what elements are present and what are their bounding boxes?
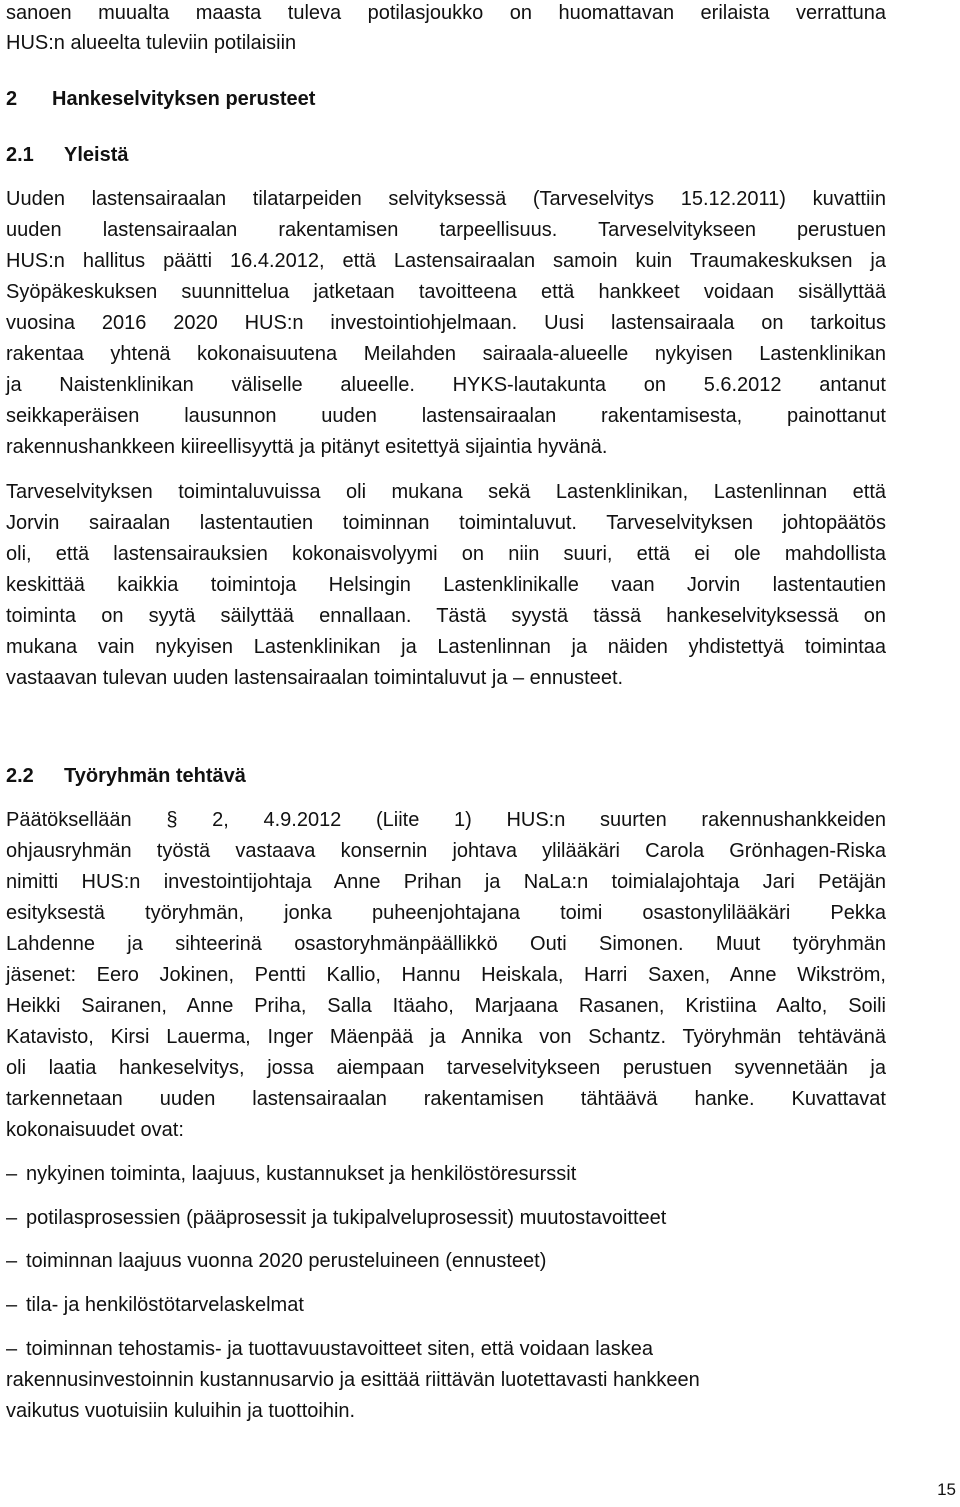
heading-number: 2 xyxy=(6,88,18,110)
body-text-line: vuosina 2016 2020 HUS:n investointiohjelmaan. Uusi lastensairaala on tarkoitus xyxy=(6,312,886,334)
body-text-line: oli, että lastensairauksien kokonaisvolyymi on niin suuri, että ei ole mahdollista xyxy=(6,543,886,565)
body-text-line: mukana vain nykyisen Lastenklinikan ja Lastenlinnan ja näiden yhdistettyä toimintaa xyxy=(6,636,886,658)
list-item-text: potilasprosessien (pääprosessit ja tukipalveluprosessit) muutostavoitteet xyxy=(26,1207,667,1229)
heading-title: Hankeselvityksen perusteet xyxy=(52,88,316,110)
body-text-line: esityksestä työryhmän, jonka puheenjohtajana toimi osastonylilääkäri Pekka xyxy=(6,902,886,924)
body-text-line: Jorvin sairaalan lastentautien toiminnan toimintaluvut. Tarveselvityksen johtopäätös xyxy=(6,512,886,534)
subsection-heading xyxy=(6,764,246,788)
list-item-text: tila- ja henkilöstötarvelaskelmat xyxy=(26,1294,304,1316)
body-text-line: tarkennetaan uuden lastensairaalan rakentamisen tähtäävä hanke. Kuvattavat xyxy=(6,1088,886,1110)
heading-title: Yleistä xyxy=(64,144,129,166)
dash-bullet: – xyxy=(6,1338,18,1360)
list-item xyxy=(6,1206,666,1230)
body-text-line: toiminta on syytä säilyttää ennallaan. Tästä syystä tässä hankeselvityksessä on xyxy=(6,605,886,627)
list-item xyxy=(6,1337,653,1361)
heading-number: 2.1 xyxy=(6,144,34,166)
body-text-line: Uuden lastensairaalan tilatarpeiden selvityksessä (Tarveselvitys 15.12.2011) kuvattiin xyxy=(6,188,886,210)
list-item-text: toiminnan laajuus vuonna 2020 perusteluineen (ennusteet) xyxy=(26,1250,547,1272)
list-item xyxy=(6,1162,576,1186)
list-item xyxy=(6,1249,546,1273)
body-text-line: kokonaisuudet ovat: xyxy=(6,1119,184,1141)
body-text-line: HUS:n hallitus päätti 16.4.2012, että Lastensairaalan samoin kuin Traumakeskuksen ja xyxy=(6,250,886,272)
body-text-line: Lahdenne ja sihteerinä osastoryhmänpäällikkö Outi Simonen. Muut työryhmän xyxy=(6,933,886,955)
body-text-line: uuden lastensairaalan rakentamisen tarpeellisuus. Tarveselvitykseen perustuen xyxy=(6,219,886,241)
subsection-heading xyxy=(6,143,128,167)
body-text-line: Syöpäkeskuksen suunnittelua jatketaan tavoitteena että hankkeet voidaan sisällyttää xyxy=(6,281,886,303)
dash-bullet: – xyxy=(6,1163,18,1185)
list-item-continuation: rakennusinvestoinnin kustannusarvio ja esittää riittävän luotettavasti hankkeen xyxy=(6,1369,700,1391)
body-text-line: jäsenet: Eero Jokinen, Pentti Kallio, Hannu Heiskala, Harri Saxen, Anne Wikström, xyxy=(6,964,886,986)
body-text-line: Katavisto, Kirsi Lauerma, Inger Mäenpää ja Annika von Schantz. Työryhmän tehtävänä xyxy=(6,1026,886,1048)
page-number: 15 xyxy=(937,1480,956,1499)
body-text-line: Tarveselvityksen toimintaluvuissa oli mukana sekä Lastenklinikan, Lastenlinnan että xyxy=(6,481,886,503)
dash-bullet: – xyxy=(6,1294,18,1316)
body-text-line: HUS:n alueelta tuleviin potilaisiin xyxy=(6,32,297,54)
body-text-line: rakentaa yhtenä kokonaisuutena Meilahden sairaala-alueelle nykyisen Lastenklinikan xyxy=(6,343,886,365)
list-item-text: toiminnan tehostamis- ja tuottavuustavoitteet siten, että voidaan laskea xyxy=(26,1338,654,1360)
section-heading xyxy=(6,87,315,111)
heading-title: Työryhmän tehtävä xyxy=(64,765,246,787)
list-item xyxy=(6,1293,304,1317)
body-text-line: seikkaperäisen lausunnon uuden lastensairaalan rakentamisesta, painottanut xyxy=(6,405,886,427)
body-text-line: Päätöksellään § 2, 4.9.2012 (Liite 1) HUS:n suurten rakennushankkeiden xyxy=(6,809,886,831)
body-text-line: Heikki Sairanen, Anne Priha, Salla Itäaho, Marjaana Rasanen, Kristiina Aalto, Soili xyxy=(6,995,886,1017)
body-text-line: ja Naistenklinikan väliselle alueelle. HYKS-lautakunta on 5.6.2012 antanut xyxy=(6,374,886,396)
body-text-line: rakennushankkeen kiireellisyyttä ja pitänyt esitettyä sijaintia hyvänä. xyxy=(6,436,608,458)
body-text-line: sanoen muualta maasta tuleva potilasjoukko on huomattavan erilaista verrattuna xyxy=(6,2,886,24)
body-text-line: oli laatia hankeselvitys, jossa aiempaan tarveselvitykseen perustuen syvennetään ja xyxy=(6,1057,886,1079)
list-item-continuation: vaikutus vuotuisiin kuluihin ja tuottoihin. xyxy=(6,1400,356,1422)
body-text-line: nimitti HUS:n investointijohtaja Anne Prihan ja NaLa:n toimialajohtaja Jari Petäjän xyxy=(6,871,886,893)
dash-bullet: – xyxy=(6,1250,18,1272)
body-text-line: ohjausryhmän työstä vastaava konsernin johtava ylilääkäri Carola Grönhagen-Riska xyxy=(6,840,886,862)
body-text-line: keskittää kaikkia toimintoja Helsingin Lastenklinikalle vaan Jorvin lastentautien xyxy=(6,574,886,596)
list-item-text: nykyinen toiminta, laajuus, kustannukset ja henkilöstöresurssit xyxy=(26,1163,577,1185)
heading-number: 2.2 xyxy=(6,765,34,787)
dash-bullet: – xyxy=(6,1207,18,1229)
body-text-line: vastaavan tulevan uuden lastensairaalan toimintaluvut ja – ennusteet. xyxy=(6,667,624,689)
